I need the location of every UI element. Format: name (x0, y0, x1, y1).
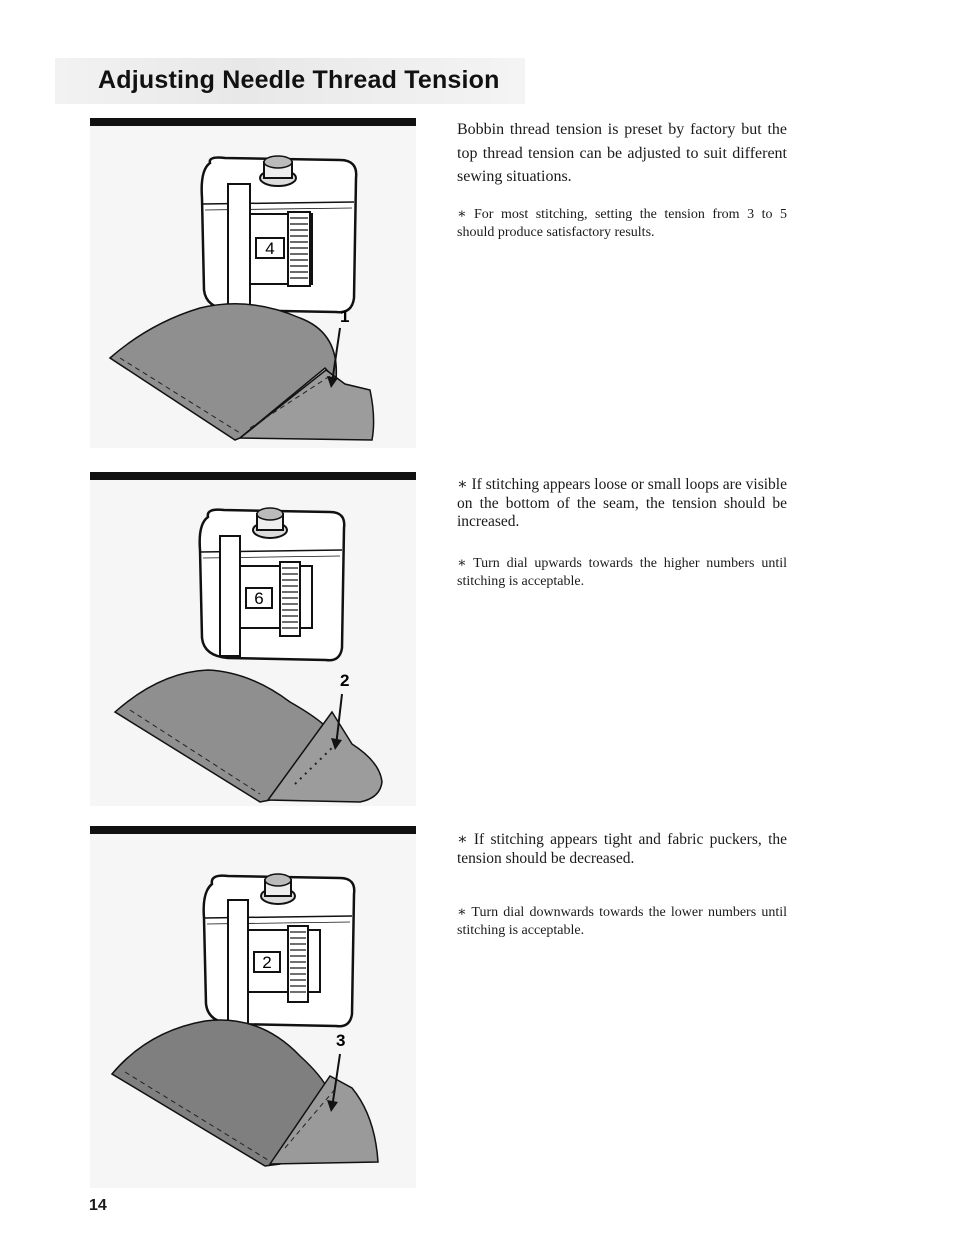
figure-3 (90, 826, 416, 1188)
note-text: ∗ For most stitching, setting the tension from 3 to 5 should produce satisfactory results. (457, 207, 787, 240)
note-3 (457, 555, 787, 591)
tension-dial-illustration (90, 118, 416, 448)
note-5 (457, 904, 787, 940)
tension-dial-illustration (90, 826, 416, 1188)
step-label: 2 (340, 671, 350, 690)
note-1 (457, 206, 787, 242)
figure-1 (90, 118, 416, 448)
note-text: ∗ If stitching appears tight and fabric puckers, the tension should be decreased. (457, 831, 787, 867)
note-text: ∗ Turn dial downwards towards the lower numbers until stitching is acceptable. (457, 905, 787, 938)
note-4 (457, 831, 787, 868)
figure-2 (90, 472, 416, 806)
dial-value: 4 (265, 239, 275, 258)
note-text: ∗ Turn dial upwards towards the higher numbers until stitching is acceptable. (457, 556, 787, 589)
intro-paragraph: Bobbin thread tension is preset by factory but the top thread tension can be adjusted to suit different sewing situations. (457, 121, 787, 185)
dial-value: 2 (262, 953, 272, 972)
note-2 (457, 476, 787, 532)
step-label: 3 (336, 1031, 346, 1050)
tension-dial-illustration (90, 472, 416, 806)
note-text: ∗ If stitching appears loose or small loops are visible on the bottom of the seam, the tension should be increased. (457, 476, 787, 530)
dial-value: 6 (254, 589, 264, 608)
page-title: Adjusting Needle Thread Tension (98, 66, 500, 94)
page-number: 14 (89, 1197, 107, 1214)
step-label: 1 (340, 307, 350, 326)
